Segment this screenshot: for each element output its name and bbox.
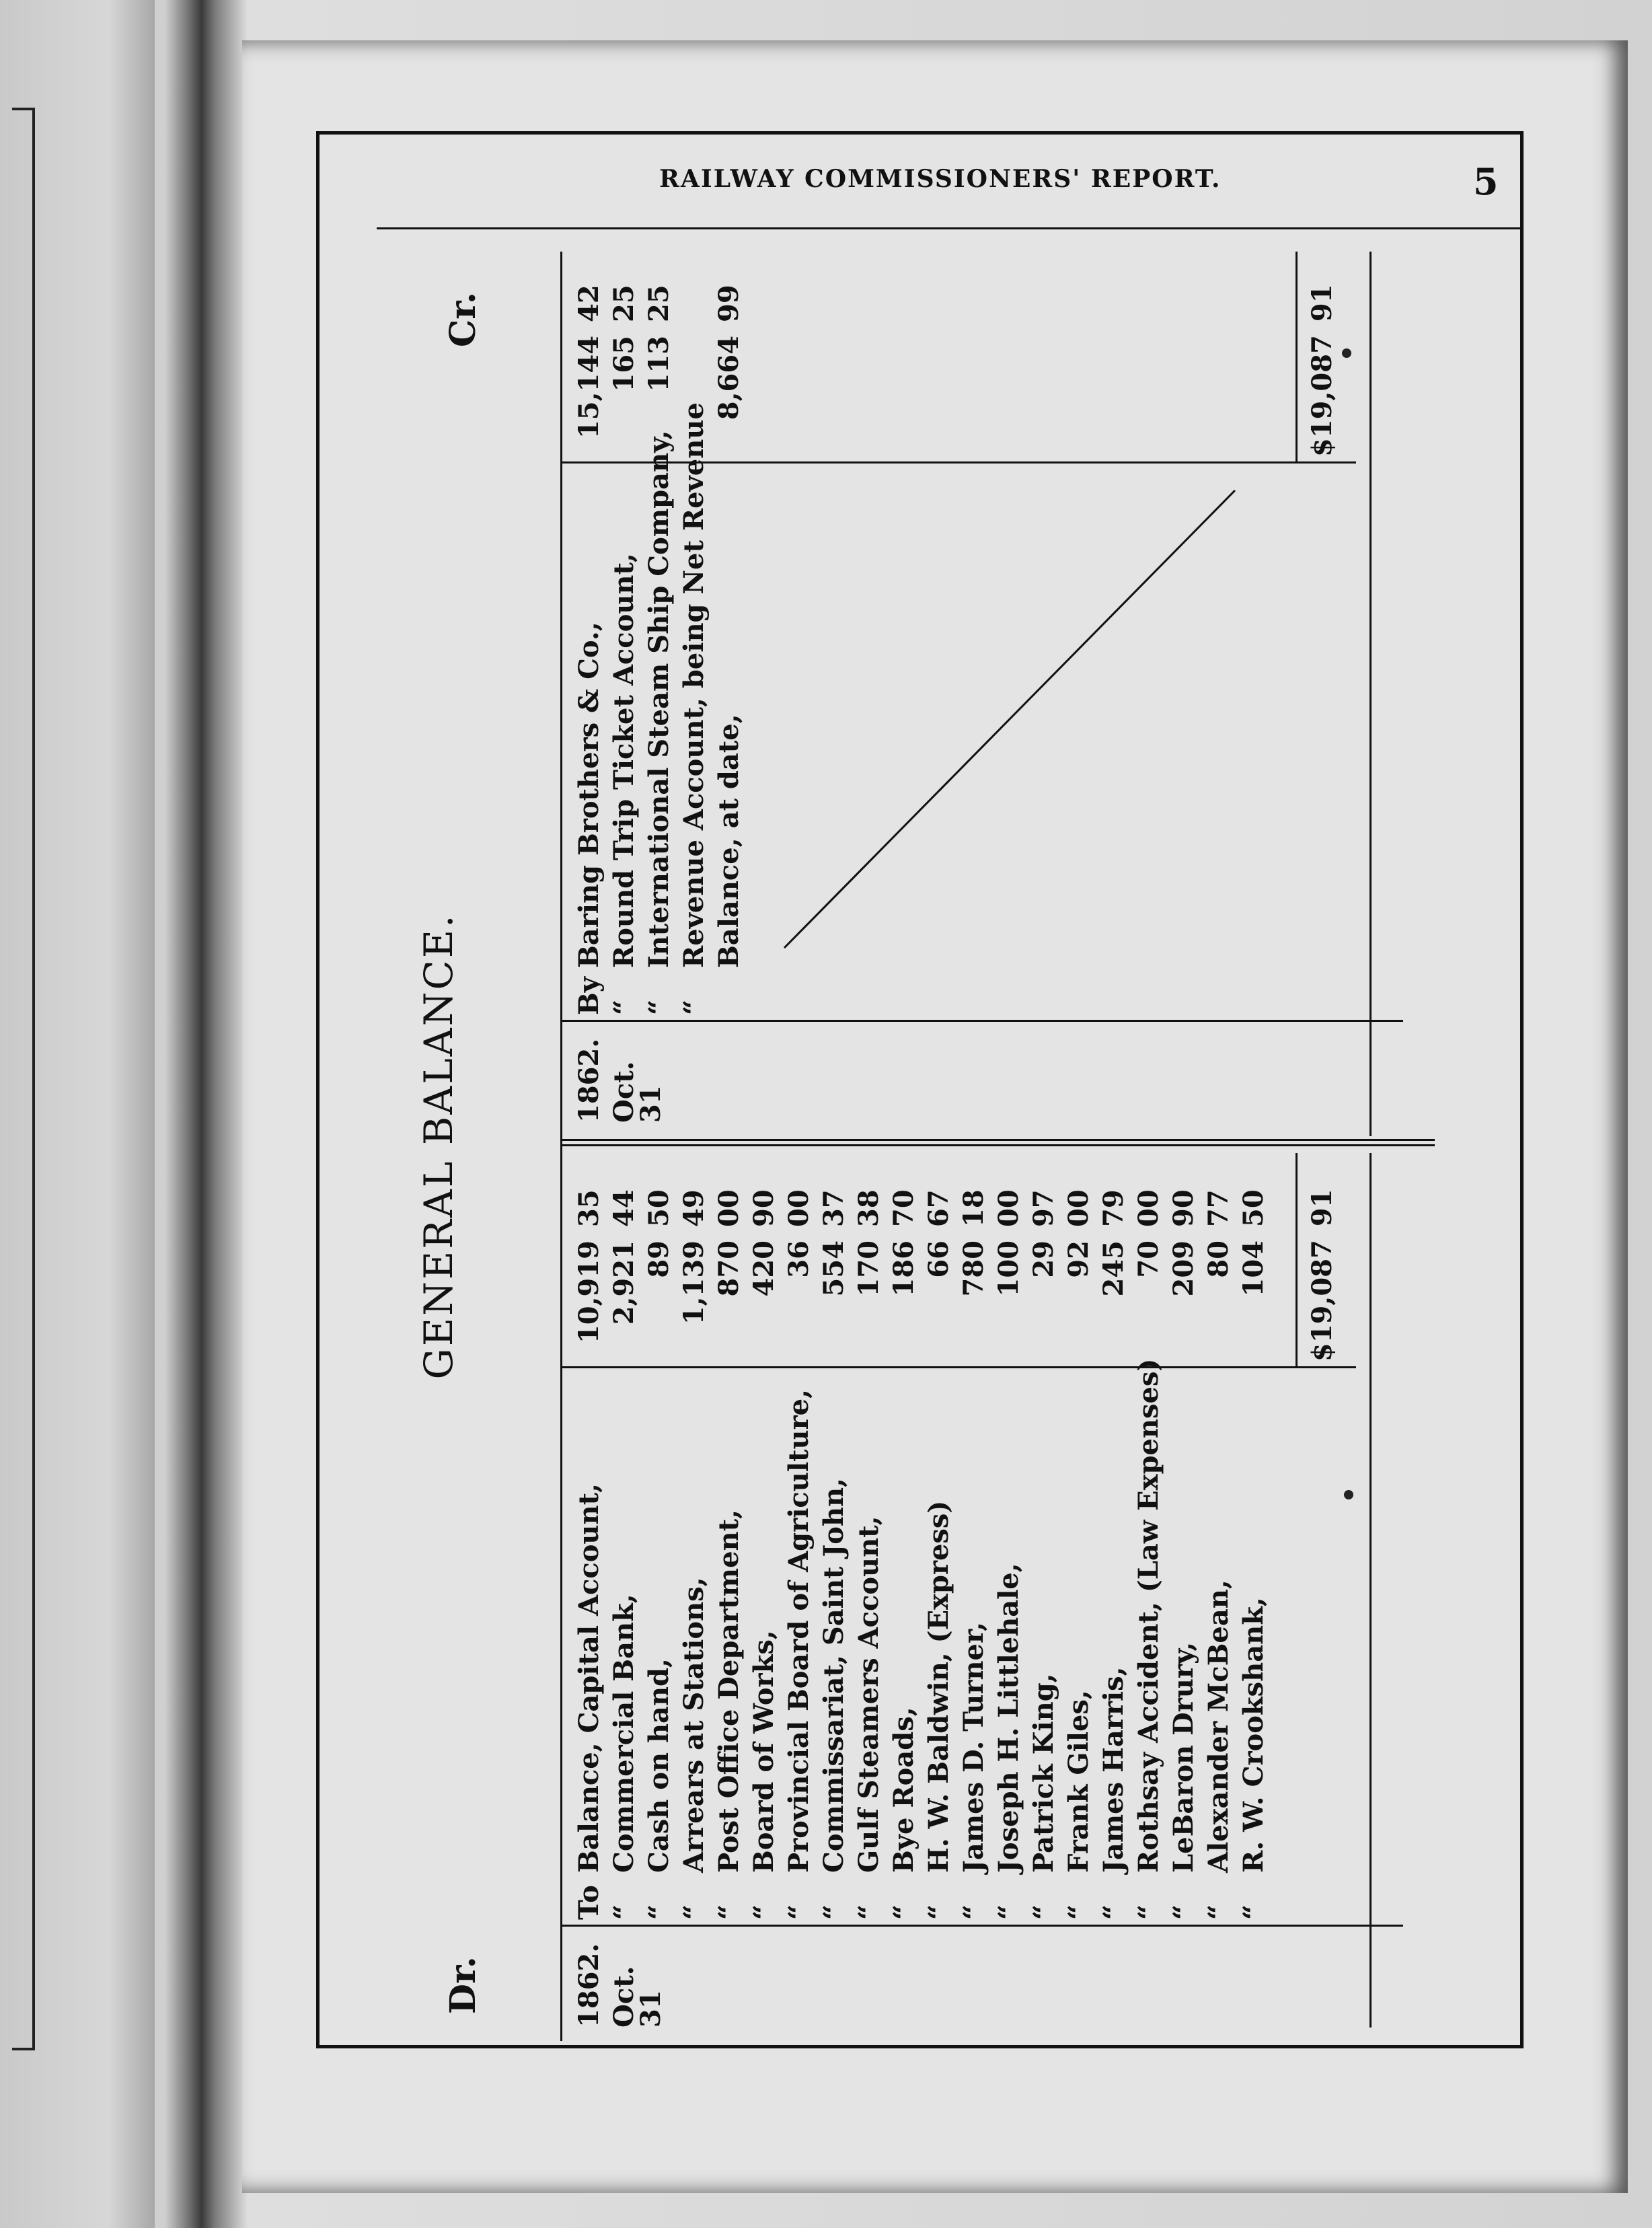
entry-description: LeBaron Drury, — [1168, 1641, 1199, 1873]
entry-description: Arrears at Stations, — [678, 1577, 710, 1873]
entry-dollars: 209 — [1168, 1240, 1199, 1297]
entry-prefix: “ — [853, 1904, 885, 1920]
entry-cents: 00 — [1063, 1189, 1094, 1227]
entry-dollars: 186 — [888, 1240, 919, 1297]
credit-date — [573, 1022, 667, 1123]
entry-dollars: 165 — [608, 336, 640, 392]
entry-description: Baring Brothers & Co., — [573, 622, 605, 968]
credit-date-divider — [562, 1020, 1403, 1022]
entry-dollars: 420 — [748, 1240, 780, 1297]
credit-money-divider — [562, 461, 1356, 463]
entry-description: Round Trip Ticket Account, — [608, 553, 640, 968]
debit-entry — [1170, 1160, 1205, 1920]
credit-bottom-rule — [1369, 252, 1372, 1136]
debit-entry — [573, 1160, 611, 1920]
debit-entry — [1205, 1160, 1240, 1920]
entry-dollars: 89 — [643, 1240, 675, 1278]
entry-dollars: 554 — [818, 1240, 850, 1297]
general-balance-table — [392, 252, 1468, 2041]
credit-total-cents: 91 — [1306, 284, 1338, 322]
entry-dollars: 92 — [1063, 1240, 1094, 1278]
entry-prefix: “ — [1203, 1904, 1234, 1920]
entry-cents: 50 — [1238, 1189, 1269, 1227]
center-divider-double — [562, 1139, 1435, 1141]
entry-description: International Steam Ship Company, — [643, 430, 675, 968]
entry-description: Gulf Steamers Account, — [853, 1516, 885, 1873]
debit-day: Oct. 31 — [608, 1966, 667, 2028]
debit-date — [573, 1927, 667, 2028]
debit-entry — [958, 1160, 996, 1920]
entry-dollars: 2,921 — [608, 1240, 640, 1325]
entry-cents: 67 — [923, 1189, 954, 1227]
entry-cents: 77 — [1203, 1189, 1234, 1227]
entry-cents: 00 — [713, 1189, 745, 1227]
entry-cents: 00 — [783, 1189, 815, 1227]
credit-entries — [573, 255, 751, 1015]
debit-money-divider — [562, 1366, 1356, 1368]
debit-entry — [748, 1160, 786, 1920]
debit-bottom-rule — [1369, 1153, 1372, 2028]
entry-description: R. W. Crookshank, — [1238, 1597, 1269, 1873]
debit-total-cents: 91 — [1306, 1189, 1338, 1227]
entry-prefix: “ — [643, 1904, 675, 1920]
credit-entry — [573, 255, 611, 1015]
debit-entry — [713, 1160, 751, 1920]
entry-prefix: “ — [993, 1904, 1024, 1920]
debit-date-divider — [562, 1925, 1403, 1927]
entry-dollars: 10,919 — [573, 1240, 605, 1344]
cr-label: Cr. — [443, 292, 484, 348]
debit-entry — [818, 1160, 856, 1920]
debit-entry — [888, 1160, 926, 1920]
entry-dollars: 104 — [1238, 1240, 1269, 1297]
entry-prefix: “ — [1133, 1904, 1164, 1920]
entry-prefix: By — [573, 976, 605, 1015]
entry-description: James D. Turner, — [958, 1621, 989, 1873]
entry-prefix: “ — [1063, 1904, 1094, 1920]
entry-prefix: “ — [713, 1904, 745, 1920]
entry-prefix: “ — [1028, 1904, 1059, 1920]
debit-total-rule — [1296, 1153, 1298, 1368]
entry-dollars: 780 — [958, 1240, 989, 1297]
entry-cents: 49 — [678, 1189, 710, 1227]
entry-description: Board of Works, — [748, 1630, 780, 1873]
ink-speck — [1344, 1490, 1353, 1499]
entry-dollars: 100 — [993, 1240, 1024, 1297]
entry-prefix: “ — [818, 1904, 850, 1920]
entry-dollars: 15,144 — [573, 336, 605, 439]
entry-cents: 25 — [643, 285, 675, 322]
credit-entry — [643, 255, 681, 1015]
entry-cents: 99 — [713, 285, 745, 322]
debit-entries — [573, 1160, 1275, 1920]
dr-label: Dr. — [443, 1956, 484, 2014]
debit-entry — [608, 1160, 646, 1920]
credit-total-rule — [1296, 252, 1298, 463]
credit-day: Oct. 31 — [608, 1061, 667, 1123]
credit-entry — [678, 255, 716, 1015]
table-header — [392, 252, 527, 2041]
debit-entry — [923, 1160, 961, 1920]
entry-dollars: 113 — [643, 336, 675, 392]
entry-cents: 90 — [1168, 1189, 1199, 1227]
entry-dollars: 8,664 — [713, 336, 745, 420]
entry-prefix: “ — [923, 1904, 954, 1920]
entry-description: Rothsay Accident, (Law Expenses) — [1133, 1358, 1164, 1873]
entry-cents: 70 — [888, 1189, 919, 1227]
debit-entry — [1100, 1160, 1135, 1920]
entry-prefix: “ — [608, 1904, 640, 1920]
entry-description: Cash on hand, — [643, 1658, 675, 1873]
entry-prefix: “ — [888, 1904, 919, 1920]
entry-cents: 35 — [573, 1189, 605, 1227]
entry-prefix: “ — [1168, 1904, 1199, 1920]
entry-cents: 42 — [573, 285, 605, 322]
entry-dollars: 66 — [923, 1240, 954, 1278]
debit-entry — [643, 1160, 681, 1920]
entry-dollars: 245 — [1098, 1240, 1129, 1297]
entry-dollars: 170 — [853, 1240, 885, 1297]
ink-speck — [1342, 348, 1351, 358]
entry-dollars: 870 — [713, 1240, 745, 1297]
entry-dollars: 36 — [783, 1240, 815, 1278]
center-divider — [562, 1144, 1435, 1146]
entry-prefix: “ — [678, 1904, 710, 1920]
entry-description: Joseph H. Littlehale, — [993, 1563, 1024, 1873]
entry-cents: 00 — [1133, 1189, 1164, 1227]
entry-prefix: “ — [1238, 1904, 1269, 1920]
debit-entry — [1240, 1160, 1275, 1920]
entry-description: Balance, Capital Account, — [573, 1483, 605, 1873]
entry-dollars: 29 — [1028, 1240, 1059, 1278]
entry-cents: 37 — [818, 1189, 850, 1227]
entry-cents: 18 — [958, 1189, 989, 1227]
table-title: GENERAL BALANCE. — [416, 913, 461, 1380]
diagonal-line — [784, 490, 1235, 948]
credit-entry — [608, 255, 646, 1015]
entry-prefix: “ — [1098, 1904, 1129, 1920]
facing-page-edge — [0, 0, 155, 2228]
entry-cents: 90 — [748, 1189, 780, 1227]
entry-cents: 97 — [1028, 1189, 1059, 1227]
debit-entry — [1030, 1160, 1065, 1920]
entry-dollars: 1,139 — [678, 1240, 710, 1325]
entry-cents: 38 — [853, 1189, 885, 1227]
entry-prefix: “ — [608, 999, 640, 1015]
entry-cents: 25 — [608, 285, 640, 322]
entry-description: Revenue Account, being Net Revenue — [678, 402, 710, 968]
entry-description: Commercial Bank, — [608, 1594, 640, 1873]
entry-description: H. W. Baldwin, (Express) — [923, 1500, 954, 1873]
credit-total-dollars: $19,087 — [1306, 335, 1338, 457]
debit-entry — [678, 1160, 716, 1920]
page-number: 5 — [1473, 160, 1499, 203]
entry-description: James Harris, — [1098, 1666, 1129, 1873]
debit-entry — [853, 1160, 891, 1920]
debit-year: 1862. — [573, 1943, 605, 2028]
debit-total-dollars: $19,087 — [1306, 1240, 1338, 1362]
credit-year: 1862. — [573, 1038, 605, 1123]
debit-total — [1306, 1189, 1338, 1362]
header-rule — [377, 227, 1520, 229]
entry-cents: 44 — [608, 1189, 640, 1227]
entry-description: Provincial Board of Agriculture, — [783, 1388, 815, 1873]
entry-description: Bye Roads, — [888, 1707, 919, 1873]
entry-description: Post Office Department, — [713, 1509, 745, 1873]
entry-prefix: “ — [783, 1904, 815, 1920]
debit-entry — [783, 1160, 821, 1920]
entry-description: Patrick King, — [1028, 1673, 1059, 1873]
entry-cents: 79 — [1098, 1189, 1129, 1227]
entry-description: Balance, at date, — [713, 714, 745, 968]
credit-total — [1306, 284, 1338, 457]
entry-prefix: “ — [958, 1904, 989, 1920]
entry-dollars: 70 — [1133, 1240, 1164, 1278]
entry-dollars: 80 — [1203, 1240, 1234, 1278]
entry-cents: 50 — [643, 1189, 675, 1227]
entry-prefix: “ — [678, 999, 710, 1015]
debit-entry — [1135, 1160, 1170, 1920]
entry-cents: 00 — [993, 1189, 1024, 1227]
entry-description: Alexander McBean, — [1203, 1580, 1234, 1873]
entry-description: Frank Giles, — [1063, 1690, 1094, 1873]
debit-entry — [993, 1160, 1030, 1920]
facing-page-frame — [12, 108, 35, 2050]
entry-prefix: “ — [748, 1904, 780, 1920]
entry-prefix: To — [573, 1885, 605, 1920]
credit-entry — [713, 255, 751, 1015]
entry-prefix: “ — [643, 999, 675, 1015]
ledger-body — [560, 252, 1435, 2041]
running-head: RAILWAY COMMISSIONERS' REPORT. — [659, 165, 1222, 193]
entry-description: Commissariat, Saint John, — [818, 1477, 850, 1873]
debit-entry — [1065, 1160, 1100, 1920]
